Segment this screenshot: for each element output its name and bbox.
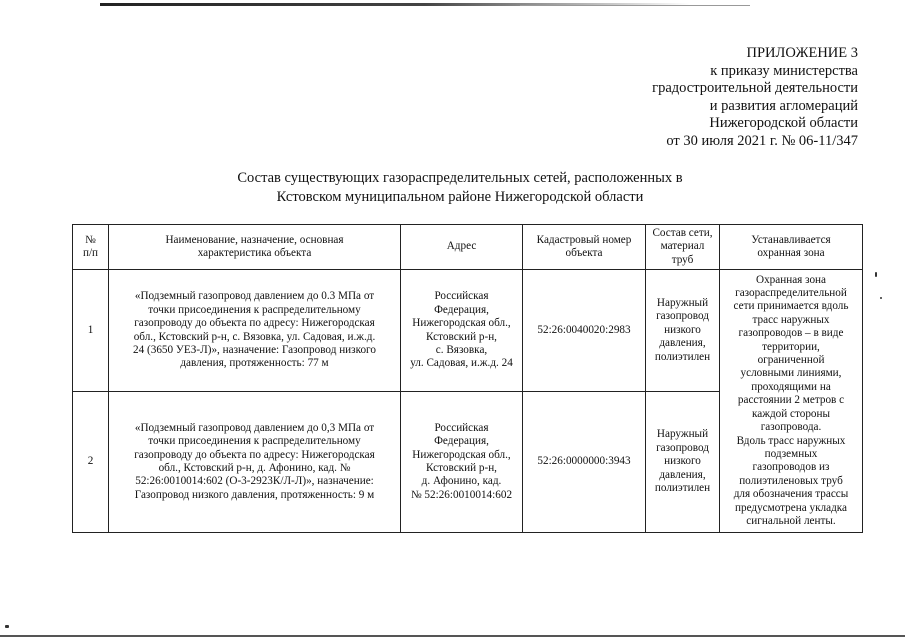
text-line: Наружный [656, 428, 709, 441]
text-line: Федерация, [434, 435, 489, 448]
text-line: газопроводу до объекта по адресу: Нижегородская [134, 448, 375, 461]
text-line: газопровода. [760, 421, 822, 434]
text-line: предусмотрена укладка [734, 501, 847, 514]
text-line: Кстовский р-н, [426, 330, 497, 343]
text-line: сигнальной ленты. [746, 514, 836, 527]
text-line: градостроительной деятельности [652, 80, 858, 97]
object-name [109, 392, 401, 533]
text-line: точки присоединения к распределительному [148, 435, 361, 448]
protection-zone-text [720, 270, 863, 533]
text-line: к приказу министерства [710, 62, 858, 79]
text-line: полиэтилен [654, 482, 711, 495]
text-line: Кадастровый номер [536, 233, 632, 246]
scan-speck [5, 625, 9, 628]
text-line: трасс наружных [752, 313, 830, 326]
text-line: труб [671, 253, 694, 266]
text-line: давления, протяженность: 77 м [180, 357, 329, 370]
text-line: п/п [82, 247, 99, 259]
scan-edge-bottom [0, 635, 905, 637]
text-line: полиэтилен [654, 350, 711, 363]
text-line: точки присоединения к распределительному [148, 303, 361, 316]
text-line: низкого [664, 455, 701, 468]
text-line: газопроводов – в виде [738, 327, 844, 340]
text-line: Наименование, назначение, основная [165, 233, 344, 246]
text-line: территории, [762, 340, 820, 353]
text-line: «Подземный газопровод давлением до 0.3 МПа от [134, 290, 375, 303]
text-line: давления, [659, 337, 706, 350]
text-line: Состав существующих газораспределительных сетей, расположенных в [237, 170, 683, 186]
text-line: характеристика объекта [197, 247, 312, 259]
text-line: сети принимается вдоль [733, 300, 849, 313]
row-number: 2 [73, 392, 109, 533]
text-line: Вдоль трасс наружных [736, 434, 846, 447]
text-line: Кстовском муниципальном районе Нижегородской области [276, 188, 644, 205]
table-header-row [73, 225, 863, 270]
scan-speck [880, 297, 882, 299]
text-line: ПРИЛОЖЕНИЕ 3 [746, 45, 858, 61]
table-row [73, 270, 863, 392]
header-cadastral [523, 225, 646, 270]
object-name [109, 270, 401, 392]
text-line: Российская [434, 421, 489, 434]
scan-edge-top-thin [520, 5, 750, 6]
text-line: для обозначения трассы [733, 488, 849, 501]
header-number [73, 225, 109, 270]
text-line: расстоянии 2 метров с [737, 394, 845, 407]
network-composition [646, 270, 720, 392]
text-line: с. Вязовка, [435, 343, 488, 356]
header-protection-zone [720, 225, 863, 270]
text-line: от 30 июля 2021 г. № 06-11/347 [666, 132, 858, 149]
row-number: 1 [73, 270, 109, 392]
text-line: ограниченной [757, 354, 825, 367]
text-line: газораспределительной [735, 287, 847, 300]
text-line: Наружный [656, 296, 709, 309]
network-composition [646, 392, 720, 533]
text-line: Нижегородская обл., [412, 448, 511, 461]
text-line: газопровод [656, 310, 709, 323]
text-line: Федерация, [434, 303, 489, 316]
text-line: Нижегородская обл., [412, 317, 511, 330]
text-line: Охранная зона [755, 273, 826, 286]
text-line: Состав сети, [652, 226, 713, 239]
text-line: объекта [565, 247, 603, 259]
text-line: охранная зона [757, 247, 825, 259]
text-line: Устанавливается [751, 233, 831, 246]
text-line: давления, [659, 468, 706, 481]
text-line: обл., Кстовский р-н, с. Вязовка, ул. Садовая, и.ж.д. [133, 330, 376, 343]
cadastral-number: 52:26:0040020:2983 [523, 270, 646, 392]
text-line: Российская [434, 290, 489, 303]
text-line: Нижегородской области [709, 115, 858, 132]
text-line: полиэтиленовых труб [739, 474, 843, 487]
attachment-header [652, 45, 858, 151]
text-line: газопроводу до объекта по адресу: Нижегородская [134, 317, 375, 330]
header-address [401, 225, 523, 270]
object-address [401, 270, 523, 392]
text-line: каждой стороны [751, 407, 831, 420]
text-line: низкого [664, 323, 701, 336]
text-line: и развития агломераций [709, 97, 858, 114]
object-address [401, 392, 523, 533]
document-title [0, 169, 905, 206]
text-line: «Подземный газопровод давлением до 0,3 МПа от [134, 421, 375, 434]
text-line: 24 (3650 УЕЗ-Л)», назначение: Газопровод низкого [133, 343, 376, 356]
text-line: № [85, 233, 96, 246]
text-line: 52:26:0010014:602 (О-3-2923К/Л-Л)», назначение: [135, 475, 374, 488]
text-line: подземных [764, 447, 818, 460]
text-line: д. Афонино, кад. [421, 475, 502, 488]
header-name [109, 225, 401, 270]
text-line: ул. Садовая, и.ж.д. 24 [410, 357, 513, 370]
text-line: материал [660, 240, 705, 253]
scan-speck [875, 272, 877, 277]
text-line: проходящими на [751, 380, 831, 393]
text-line: Газопровод низкого давления, протяженность: 9 м [134, 488, 375, 501]
gas-networks-table [72, 224, 863, 533]
text-line: Кстовский р-н, [426, 462, 497, 474]
text-line: № 52:26:0010014:602 [410, 488, 513, 501]
text-line: условными линиями, [740, 367, 842, 380]
cadastral-number: 52:26:0000000:3943 [523, 392, 646, 533]
text-line: газопроводов из [752, 461, 830, 474]
text-line: обл., Кстовский р-н, д. Афонино, кад. № [158, 462, 351, 474]
text-line: Адрес [446, 240, 477, 253]
text-line: газопровод [656, 441, 709, 454]
header-composition [646, 225, 720, 270]
